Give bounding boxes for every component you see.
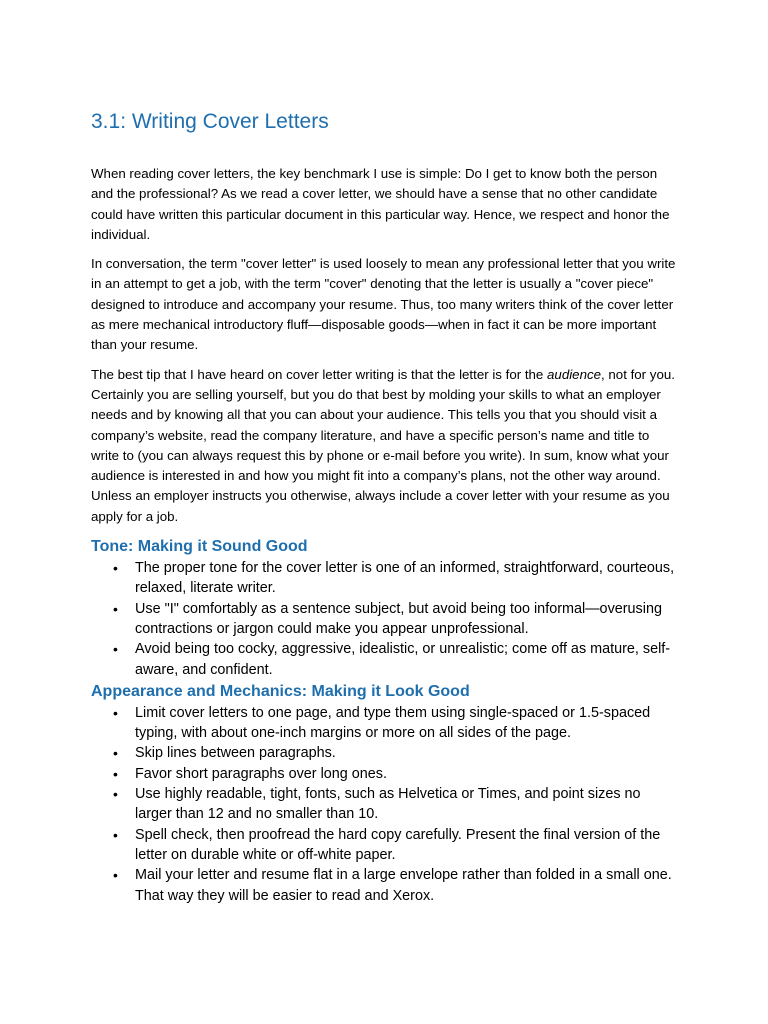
tone-bullet-list bbox=[91, 558, 681, 680]
list-item-text: The proper tone for the cover letter is one of an informed, straightforward, courteous, relaxed, literate writer. bbox=[135, 560, 675, 597]
tip-text-after: , not for you. Certainly you are selling yourself, but you do that best by molding your skills to what an employer needs and by knowing all that you can about your audience. This tells you that you should visit a company’s website, read the company literature, and have a specific person’s name and title to write to (you can always request this by phone or e-mail before you write). In sum, know what your audience is interested in and how you might fit into a company’s plans, not the other way around. Unless an employer instructs you otherwise, always include a cover letter with your resume as you apply for a job. bbox=[91, 366, 675, 524]
bullet-icon: • bbox=[113, 867, 118, 884]
bullet-icon: • bbox=[113, 600, 118, 617]
list-item bbox=[91, 764, 681, 784]
bullet-icon: • bbox=[113, 786, 118, 803]
list-item bbox=[91, 865, 681, 906]
list-item bbox=[91, 639, 681, 680]
list-item-text: Mail your letter and resume flat in a large envelope rather than folded in a small one. That way they will be easier to read and Xerox. bbox=[135, 867, 672, 904]
list-item-text: Spell check, then proofread the hard copy carefully. Present the final version of the letter on durable white or off-white paper. bbox=[135, 826, 661, 863]
page-title: 3.1: Writing Cover Letters bbox=[91, 110, 329, 133]
list-item bbox=[91, 703, 681, 744]
list-item-text: Use highly readable, tight, fonts, such as Helvetica or Times, and point sizes no larger than 12 and no smaller than 10. bbox=[135, 786, 641, 823]
list-item-text: Skip lines between paragraphs. bbox=[135, 745, 336, 762]
list-item bbox=[91, 743, 681, 763]
list-item-text: Avoid being too cocky, aggressive, idealistic, or unrealistic; come off as mature, self-aware, and confident. bbox=[135, 641, 671, 678]
bullet-icon: • bbox=[113, 641, 118, 658]
bullet-icon: • bbox=[113, 704, 118, 721]
bullet-icon: • bbox=[113, 826, 118, 843]
tip-emphasis: audience bbox=[547, 366, 602, 382]
section-heading-appearance: Appearance and Mechanics: Making it Look Good bbox=[91, 682, 470, 700]
list-item-text: Use "I" comfortably as a sentence subject, but avoid being too informal—overusing contractions or jargon could make you appear unprofessional. bbox=[135, 600, 662, 637]
tip-text-before: The best tip that I have heard on cover letter writing is that the letter is for the bbox=[91, 366, 548, 382]
list-item-text: Limit cover letters to one page, and type them using single-spaced or 1.5-spaced typing, with about one-inch margins or more on all sides of the page. bbox=[135, 704, 651, 742]
list-item-text: Favor short paragraphs over long ones. bbox=[135, 765, 387, 782]
intro-paragraph-1: When reading cover letters, the key benchmark I use is simple: Do I get to know both the person and the professional? As we read a cover letter, we should have a sense that no other candidate could have written this particular document in this particular way. Hence, we respect and honor the individual. bbox=[91, 166, 670, 242]
list-item bbox=[91, 825, 681, 866]
bullet-icon: • bbox=[113, 745, 118, 762]
list-item bbox=[91, 784, 681, 825]
tip-paragraph bbox=[91, 365, 681, 527]
appearance-bullet-list bbox=[91, 703, 681, 906]
document-page bbox=[91, 108, 681, 906]
bullet-icon: • bbox=[113, 765, 118, 782]
intro-paragraph-2: In conversation, the term "cover letter" is used loosely to mean any professional letter that you write in an attempt to get a job, with the term "cover" denoting that the letter is usually a "cover piece" designed to introduce and accompany your resume. Thus, too many writers think of the cover letter as mere mechanical introductory fluff—disposable goods—when in fact it can be more important than your resume. bbox=[91, 256, 676, 353]
list-item bbox=[91, 599, 681, 640]
bullet-icon: • bbox=[113, 560, 118, 577]
list-item bbox=[91, 558, 681, 599]
section-heading-tone: Tone: Making it Sound Good bbox=[91, 538, 308, 556]
